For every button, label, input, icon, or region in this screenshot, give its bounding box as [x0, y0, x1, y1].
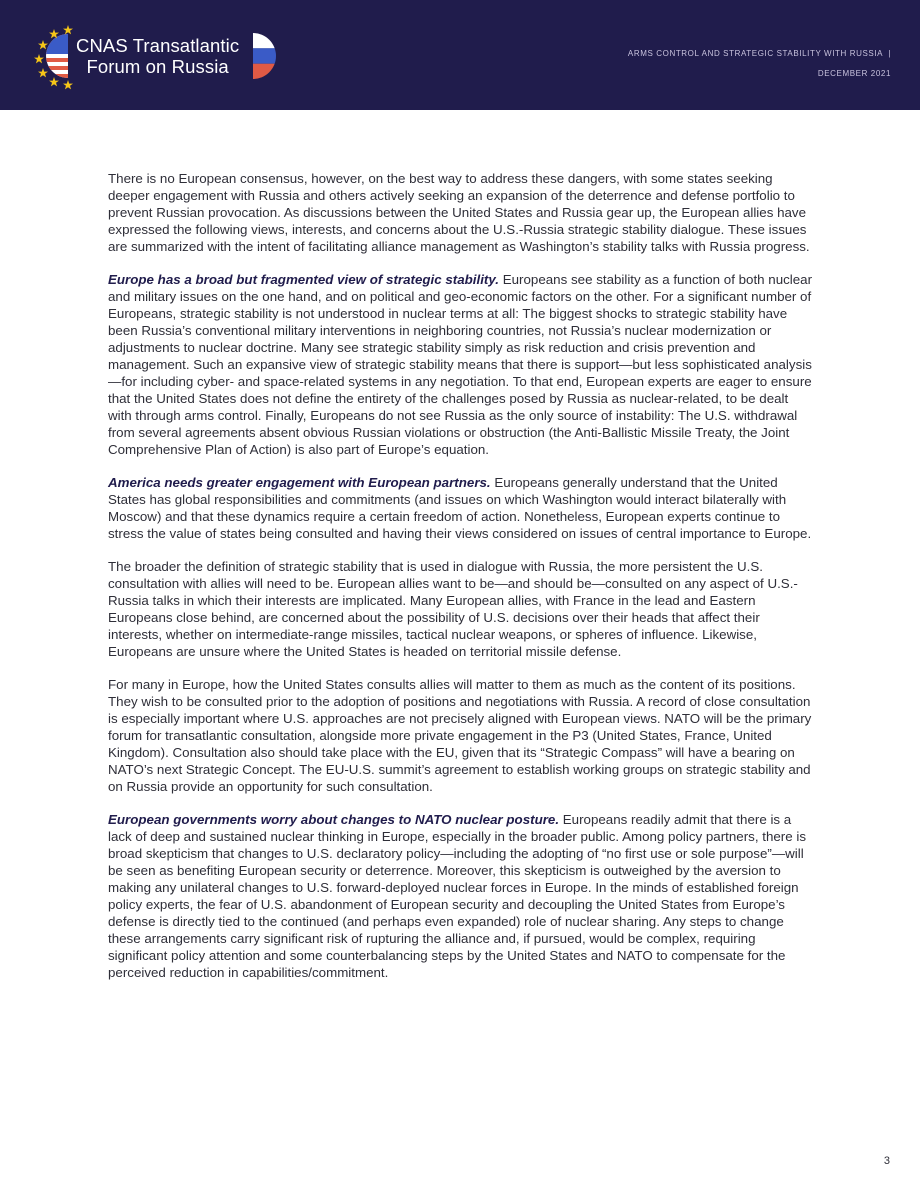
paragraph-lead: European governments worry about changes to NATO nuclear posture.	[108, 812, 560, 827]
paragraph	[108, 676, 814, 795]
body-text	[108, 170, 814, 997]
logo-line-2: Forum on Russia	[86, 56, 229, 77]
report-title: ARMS CONTROL AND STRATEGIC STABILITY WITH RUSSIA	[627, 49, 883, 58]
paragraph-text: For many in Europe, how the United States consults allies will matter to them as much as the content of its positions. They wish to be consulted prior to the adoption of positions and negotiations with Russia. A record of close consultation is especially important where U.S. approaches are not precisely aligned with European views. NATO will be the primary forum for transatlantic consultation, alongside more private engagement in the P3 (United States, France, United Kingdom). Consultation also should take place with the EU, given that its “Strategic Compass” will have a bearing on NATO’s next Strategic Concept. The EU-U.S. summit’s agreement to establish working groups on strategic stability and on Russia provide an opportunity for such consultation.	[108, 677, 812, 794]
paragraph-text: Europeans see stability as a function of both nuclear and military issues on the one hand, and on political and geo-economic factors on the other. For a significant number of Europeans, strategic stability is not understood in nuclear terms at all: The biggest shocks to strategic stability have been Russia’s conventional military interventions in neighboring countries, not Russia’s nuclear modernization or adjustments to nuclear doctrine. Many see strategic stability simply as risk reduction and crisis prevention and management. Such an expansive view of strategic stability means that there is support—but less sophisticated analysis—for including cyber- and space-related systems in any negotiation. To that end, European experts are eager to ensure that the United States does not define the entirety of the challenges posed by Russia as nuclear-related, to be dealt with through arms control. Finally, Europeans do not see Russia as the only source of instability: The U.S. withdrawal from several agreements absent obvious Russian violations or obstruction (the Anti-Ballistic Missile Treaty, the Joint Comprehensive Plan of Action) is also part of Europe’s equation.	[108, 272, 813, 457]
logo-line-1: CNAS Transatlantic	[76, 35, 240, 56]
paragraph-text: There is no European consensus, however, on the best way to address these dangers, with some states seeking deeper engagement with Russia and others actively seeking an expansion of the deterrence and defense portfolio to prevent Russian provocation. As discussions between the United States and Russia gear up, the European allies have expressed the following views, interests, and concerns about the U.S.-Russia strategic stability dialogue. These issues are summarized with the intent of facilitating alliance management as Washington’s stability talks with Russia progress.	[108, 171, 810, 254]
page-header	[0, 0, 920, 110]
paragraph-text: Europeans generally understand that the United States has global responsibilities and commitments (and issues on which Washington would interact bilaterally with Moscow) and that these dynamics require a certain freedom of action. Nonetheless, European experts continue to stress the value of states being consulted and having their views considered on issues of central importance to Europe.	[108, 475, 812, 541]
russia-flag-half-circle-icon	[253, 33, 279, 79]
page-number: 3	[883, 1155, 890, 1167]
report-date: DECEMBER 2021	[817, 69, 891, 78]
paragraph	[108, 811, 814, 981]
paragraph	[108, 474, 814, 542]
paragraph-text: The broader the definition of strategic stability that is used in dialogue with Russia, the more persistent the U.S. consultation with allies will need to be. European allies want to be—and should be—consulted on any aspect of U.S.-Russia talks in which their interests are implicated. Many European allies, with France in the lead and Eastern Europeans close behind, are concerned about the possibility of U.S. decisions over their heads that affect their interests, whether on intermediate-range missiles, tactical nuclear weapons, or spheres of influence. Likewise, Europeans are unsure where the United States is headed on territorial missile defense.	[108, 559, 798, 659]
paragraph	[108, 558, 814, 660]
paragraph	[108, 170, 814, 255]
paragraph	[108, 271, 814, 458]
paragraph-lead: Europe has a broad but fragmented view of strategic stability.	[108, 272, 500, 287]
paragraph-lead: America needs greater engagement with European partners.	[108, 475, 491, 490]
paragraph-text: Europeans readily admit that there is a lack of deep and sustained nuclear thinking in Europe, especially in the broader public. Among policy partners, there is broad skepticism that changes to U.S. declaratory policy—including the adopting of “no first use or sole purpose”—will be seen as benefiting European security or deterrence. Moreover, this skepticism is outweighed by the aversion to making any unilateral changes to U.S. forward-deployed nuclear forces in Europe. In the minds of established foreign policy experts, the fear of U.S. abandonment of European security and decoupling the United States from Europe’s defense is directly tied to the continued (and perhaps even expanded) role of nuclear sharing. Any steps to change these arrangements carry significant risk of rupturing the alliance and, if pursued, would be complex, requiring significant policy attention and some counterbalancing steps by the United States and NATO to compensate for the perceived reduction in capabilities/commitment.	[108, 812, 806, 980]
title-separator: |	[882, 49, 891, 58]
report-meta	[628, 44, 891, 84]
logo-wordmark	[76, 35, 239, 77]
